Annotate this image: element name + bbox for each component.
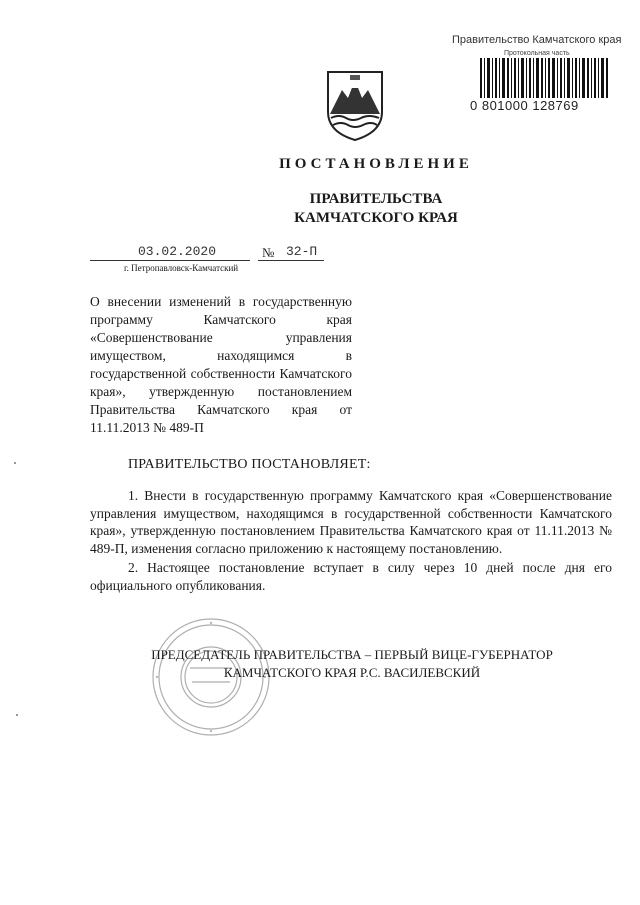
document-body: [90, 487, 612, 596]
barcode-icon: [480, 58, 608, 98]
document-subject: О внесении изменений в государственную программу Камчатского края «Совершенствование управления имуществом, находящимся в государственной собственности Камчатского края», утвержденную постановлением Правительства Камчатского края от 11.11.2013 № 489-П: [90, 294, 352, 435]
kamchatka-coat-of-arms-icon: [324, 68, 386, 142]
issuing-authority-line2: КАМЧАТСКОГО КРАЯ: [294, 210, 458, 226]
city: г. Петропавловск-Камчатский: [124, 263, 239, 273]
barcode-caption: Протокольная часть: [504, 50, 570, 57]
issuing-authority: [56, 190, 640, 228]
date-underline: [90, 260, 250, 261]
signatory-name: КАМЧАТСКОГО КРАЯ Р.С. ВАСИЛЕВСКИЙ: [223, 665, 481, 680]
signatory-position: ПРЕДСЕДАТЕЛЬ ПРАВИТЕЛЬСТВА – ПЕРВЫЙ ВИЦЕ-ГУБЕРНАТОР: [151, 647, 553, 662]
scan-speck: [16, 714, 18, 716]
number-label: №: [262, 245, 275, 260]
document-date: [90, 244, 216, 259]
issuing-authority-line1: ПРАВИТЕЛЬСТВА: [309, 191, 443, 207]
document-number: 32-П: [286, 244, 318, 259]
body-paragraph-1: 1. Внести в государственную программу Камчатского края «Совершенствование управления имуществом, находящимся в государственной собственности Камчатского края», утвержденную постановлением Правительства Камчатского края от 11.11.2013 № 489-П, изменения согласно приложению к настоящему постановлению.: [90, 488, 612, 556]
body-paragraph-2: 2. Настоящее постановление вступает в силу через 10 дней после дня его официального опубликования.: [90, 560, 612, 593]
barcode-number: 0 801000 128769: [470, 98, 579, 113]
document-type: ПОСТАНОВЛЕНИЕ: [279, 156, 473, 172]
signature-block: [142, 646, 562, 682]
barcode: [470, 50, 610, 116]
number-underline: [258, 260, 324, 261]
document-date-value: 03.02.2020: [138, 244, 217, 259]
resolution-heading: ПРАВИТЕЛЬСТВО ПОСТАНОВЛЯЕТ:: [128, 457, 371, 472]
scan-speck: [14, 462, 16, 464]
org-stamp: Правительство Камчатского края: [452, 34, 622, 46]
